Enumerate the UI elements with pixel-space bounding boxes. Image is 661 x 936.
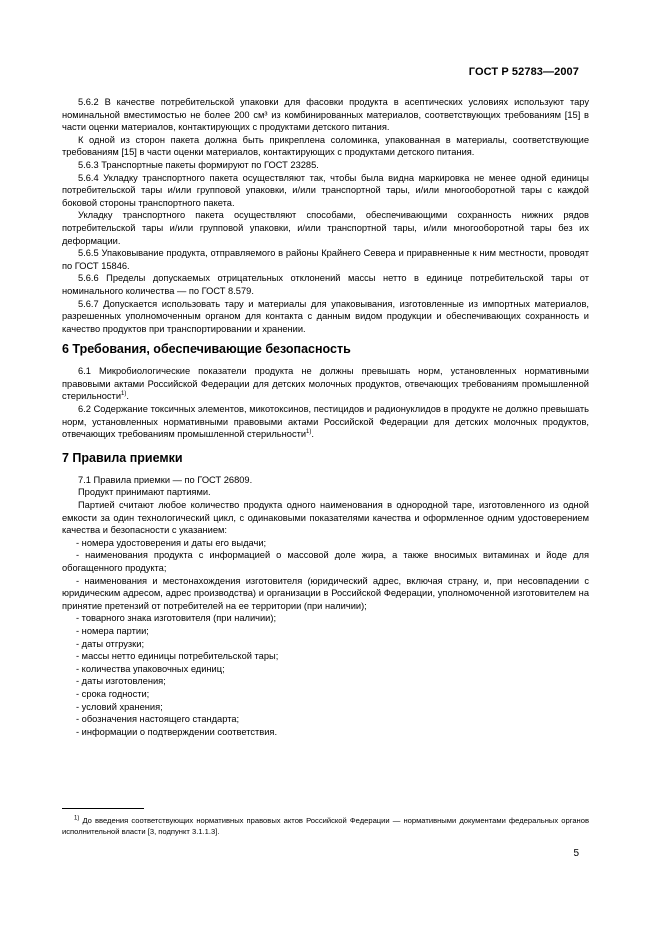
paragraph-7-1: 7.1 Правила приемки — по ГОСТ 26809. xyxy=(78,474,253,485)
footnote-marker: 1) xyxy=(74,815,80,822)
paragraph-5-6-7: 5.6.7 Допускается использовать тару и материалы для упаковывания, изготовленные из импортных материалов, разрешенных уполномоченным органом для контакта с данным видом продукции и обеспечивающих сохранность и качество продуктов при транспортировании и хранении. xyxy=(62,298,589,334)
paragraph-5-6-2: 5.6.2 В качестве потребительской упаковки для фасовки продукта в асептических условиях используют тару номинальной вместимостью не более 200 см³ из комбинированных материалов, соответствующих требованиям [15] в части оценки материалов, контактирующих с продуктами детского питания. xyxy=(62,97,589,133)
list-item: - номера удостоверения и даты его выдачи; xyxy=(76,537,267,548)
paragraph-stacking: Укладку транспортного пакета осуществляют способами, обеспечивающими сохранность нижних рядов потребительской тары и/или групповой упаковки, и/или транспортной тары, и/или многооборотной тары без их деформации. xyxy=(62,210,589,246)
page-number: 5 xyxy=(573,848,579,859)
footnote-ref: 1) xyxy=(121,391,127,398)
list-item: - условий хранения; xyxy=(76,701,163,712)
section-6-heading: 6 Требования, обеспечивающие безопасность xyxy=(62,342,351,357)
paragraph-6-1: 6.1 Микробиологические показатели продукта не должны превышать норм, установленных нормативными правовыми актами Российской Федерации для детских молочных продуктов, отвечающих требованиям промышленной стерильности$^{1)}$. xyxy=(62,366,589,402)
paragraph-5-6-3: 5.6.3 Транспортные пакеты формируют по ГОСТ 23285. xyxy=(78,159,319,170)
section-7-heading: 7 Правила приемки xyxy=(62,450,183,465)
paragraph-batch-definition: Партией считают любое количество продукта одного наименования в однородной таре, изготовленного из одной емкости за один технологический цикл, с одинаковыми показателями качества и оформленное одним удостоверением качества и безопасности с указанием: xyxy=(62,500,589,536)
list-item: - количества упаковочных единиц; xyxy=(76,663,225,674)
paragraph-batches: Продукт принимают партиями. xyxy=(78,487,211,498)
list-item: - информации о подтверждении соответствия. xyxy=(76,726,278,737)
paragraph-5-6-5: 5.6.5 Упаковывание продукта, отправляемого в районы Крайнего Севера и приравненные к ним местности, проводят по ГОСТ 15846. xyxy=(62,248,589,271)
paragraph-straw: К одной из сторон пакета должна быть прикреплена соломинка, упакованная в материалы, соответствующие требованиям [15] в части оценки материалов, контактирующих с продуктами детского питания. xyxy=(62,134,589,158)
page-body xyxy=(62,96,589,738)
list-item: - товарного знака изготовителя (при наличии); xyxy=(76,613,277,624)
standard-number-header: ГОСТ Р 52783—2007 xyxy=(468,66,579,78)
footnote-ref: 1) xyxy=(306,429,312,436)
paragraph-5-6-4: 5.6.4 Укладку транспортного пакета осуществляют так, чтобы была видна маркировка не менее одной единицы потребительской тары и/или групповой упаковки, и/или транспортной тары, и/или многооборотной тары с каждой боковой стороны транспортного пакета. xyxy=(62,172,589,208)
paragraph-6-2: 6.2 Содержание токсичных элементов, микотоксинов, пестицидов и радионуклидов в продукте не должно превышать норм, установленных нормативными правовыми актами Российской Федерации для детских молочных продуктов, отвечающих требованиям промышленной стерильности$^{1)}$. xyxy=(62,404,589,440)
list-item: - срока годности; xyxy=(76,688,150,699)
list-item: - обозначения настоящего стандарта; xyxy=(76,714,240,725)
paragraph-5-6-6: 5.6.6 Пределы допускаемых отрицательных отклонений массы нетто в единице потребительской тары от номинального количества — по ГОСТ 8.579. xyxy=(62,273,589,296)
footnote: $^{1)}$ До введения соответствующих нормативных правовых актов Российской Федерации — нормативными документами федеральных органов исполнительной власти [3, подпункт 3.1.1.3]. xyxy=(62,815,589,836)
list-item: - наименования продукта с информацией о массовой доле жира, а также вносимых витаминах и йоде для обогащенного продукта; xyxy=(62,550,589,573)
list-item: - наименования и местонахождения изготовителя (юридический адрес, включая страну, и, при несовпадении с юридическим адресом, адрес производства) и организации в Российской Федерации, уполномоченной изготовителем на принятие претензий от потребителей на ее территории (при наличии); xyxy=(62,575,589,611)
list-item: - даты отгрузки; xyxy=(76,638,145,649)
list-item: - даты изготовления; xyxy=(76,676,166,687)
list-item: - номера партии; xyxy=(76,625,149,636)
footnote-divider xyxy=(62,808,144,809)
list-item: - массы нетто единицы потребительской тары; xyxy=(76,651,279,662)
